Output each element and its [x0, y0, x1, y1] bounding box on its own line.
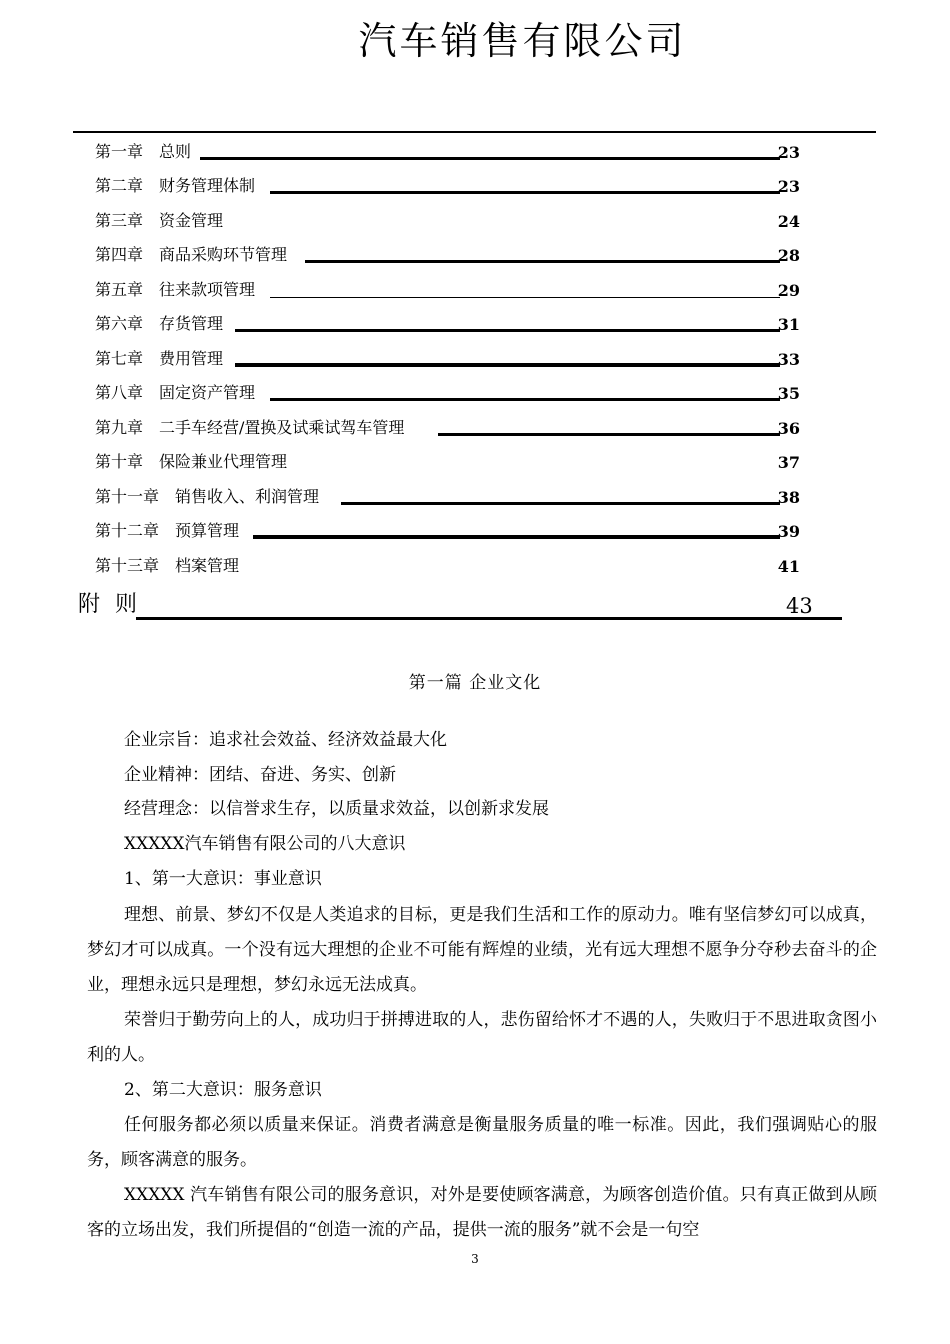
toc-item-page: 31 — [777, 315, 800, 334]
toc-item-label: 第二章 财务管理体制 — [95, 173, 255, 196]
toc-item[interactable] — [95, 233, 800, 267]
toc-item[interactable] — [95, 509, 800, 543]
toc-item[interactable] — [95, 199, 800, 233]
toc-leader-line — [270, 398, 780, 401]
paragraph: 1、第一大意识：事业意识 — [124, 869, 322, 889]
toc-item-page: 23 — [777, 143, 800, 162]
toc-leader-line — [341, 502, 780, 505]
toc-item-label: 第四章 商品采购环节管理 — [95, 242, 287, 265]
toc-item-page: 24 — [777, 212, 800, 231]
toc-item-label: 第一章 总则 — [95, 139, 191, 162]
toc-item[interactable] — [95, 371, 800, 405]
toc-item-label: 第十二章 预算管理 — [95, 518, 239, 541]
toc-item-page: 23 — [777, 177, 800, 196]
toc-item[interactable] — [95, 164, 800, 198]
toc-item-page: 29 — [777, 281, 800, 300]
toc-leader-line — [305, 260, 780, 263]
toc-item-page: 35 — [777, 384, 800, 403]
toc-item-label: 第八章 固定资产管理 — [95, 380, 255, 403]
appendix-leader-line — [136, 617, 842, 620]
paragraph: 荣誉归于勤劳向上的人，成功归于拼搏进取的人，悲伤留给怀才不遇的人，失败归于不思进取贪图小利的人。 — [87, 1010, 877, 1065]
toc-item-page: 33 — [777, 350, 800, 369]
toc-item-label: 第十三章 档案管理 — [95, 553, 239, 576]
toc-item-label: 第七章 费用管理 — [95, 346, 223, 369]
toc-leader-line — [438, 433, 780, 436]
toc-item-label: 第十一章 销售收入、利润管理 — [95, 484, 319, 507]
toc-leader-line — [270, 191, 780, 194]
paragraph: XXXXX 汽车销售有限公司的服务意识，对外是要使顾客满意，为顾客创造价值。只有真正做到从顾客的立场出发，我们所提倡的“创造一流的产品，提供一流的服务”就不会是一句空 — [87, 1185, 877, 1240]
toc-item-label: 第十章 保险兼业代理管理 — [95, 449, 287, 472]
company-title: 汽车销售有限公司 — [358, 19, 687, 63]
toc-item[interactable] — [95, 475, 800, 509]
toc-item-label: 第九章 二手车经营/置换及试乘试驾车管理 — [95, 415, 404, 438]
paragraph: 任何服务都必须以质量来保证。消费者满意是衡量服务质量的唯一标准。因此，我们强调贴心的服务，顾客满意的服务。 — [87, 1115, 877, 1170]
toc-item-label: 第五章 往来款项管理 — [95, 277, 255, 300]
toc-leader-line — [235, 329, 780, 332]
paragraph: 企业宗旨：追求社会效益、经济效益最大化 — [124, 730, 447, 750]
toc-leader-line — [270, 297, 780, 298]
toc-item[interactable] — [95, 130, 800, 164]
toc-item-label: 第三章 资金管理 — [95, 208, 223, 231]
appendix-page: 43 — [786, 594, 813, 618]
paragraph: XXXXX汽车销售有限公司的八大意识 — [124, 834, 406, 854]
toc-item[interactable] — [95, 544, 800, 578]
page-number: 3 — [471, 1252, 479, 1266]
toc-item[interactable] — [95, 406, 800, 440]
toc-item[interactable] — [95, 337, 800, 371]
toc-item-page: 38 — [777, 488, 800, 507]
toc-appendix[interactable] — [78, 588, 818, 622]
toc-item-page: 41 — [777, 557, 800, 576]
toc-item[interactable] — [95, 440, 800, 474]
toc-item-page: 36 — [777, 419, 800, 438]
section-title: 第一篇 企业文化 — [408, 673, 542, 693]
toc-item-label: 第六章 存货管理 — [95, 311, 223, 334]
toc-item-page: 37 — [777, 453, 800, 472]
toc-item-page: 39 — [777, 522, 800, 541]
paragraph: 理想、前景、梦幻不仅是人类追求的目标，更是我们生活和工作的原动力。唯有坚信梦幻可以成真，梦幻才可以成真。一个没有远大理想的企业不可能有辉煌的业绩，光有远大理想不愿争分夺秒去奋斗的企业，理想永远只是理想，梦幻永远无法成真。 — [87, 905, 877, 995]
paragraph: 2、第二大意识：服务意识 — [124, 1080, 322, 1100]
toc-item[interactable] — [95, 302, 800, 336]
toc-item[interactable] — [95, 268, 800, 302]
appendix-label: 附 则 — [78, 592, 141, 617]
toc-leader-line — [235, 363, 780, 367]
toc-leader-line — [200, 157, 780, 160]
toc-leader-line — [253, 535, 780, 539]
paragraph: 企业精神：团结、奋进、务实、创新 — [124, 765, 396, 785]
paragraph: 经营理念：以信誉求生存，以质量求效益，以创新求发展 — [124, 799, 549, 819]
toc-item-page: 28 — [777, 246, 800, 265]
